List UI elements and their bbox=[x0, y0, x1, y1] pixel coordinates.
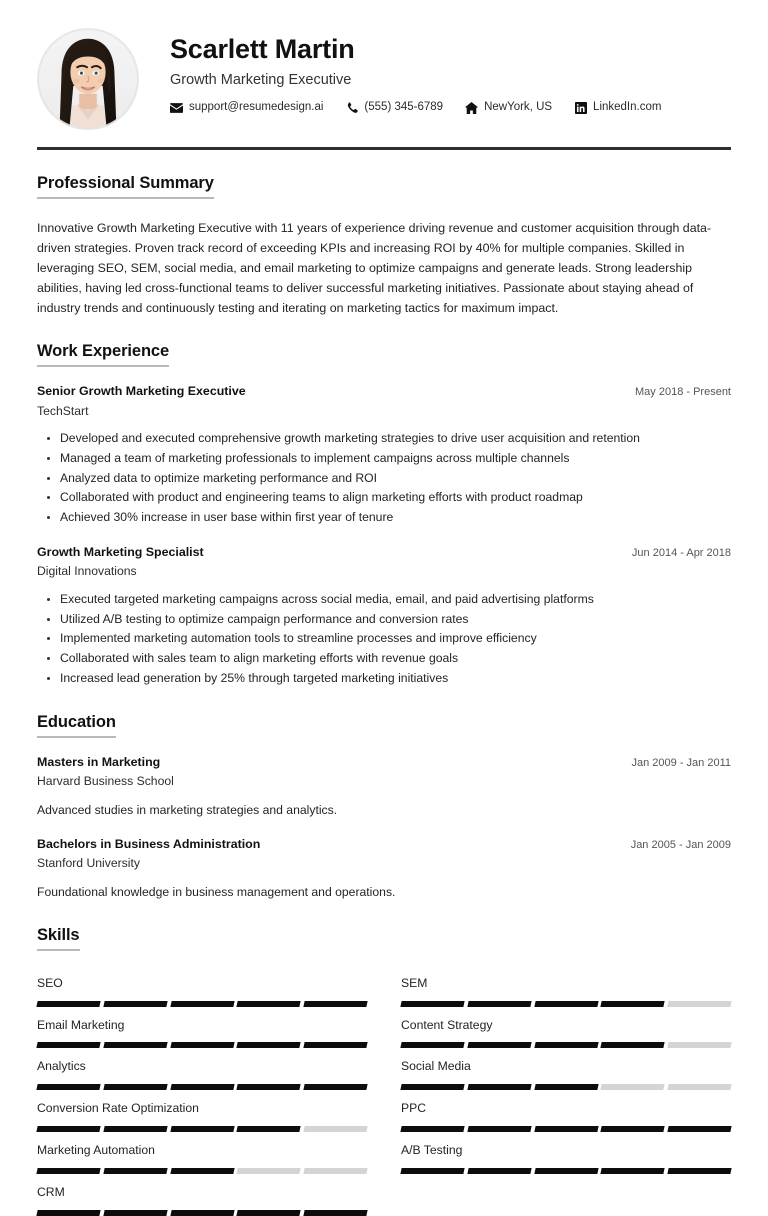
education-school: Harvard Business School bbox=[37, 773, 174, 788]
skill-rating-segment bbox=[668, 1042, 732, 1048]
skill-rating-segment bbox=[170, 1001, 234, 1007]
skill-rating-bar bbox=[37, 1042, 367, 1048]
skill-rating-segment bbox=[103, 1168, 167, 1174]
experience-job-title: Growth Marketing Specialist bbox=[37, 545, 204, 559]
skill-rating-segment bbox=[36, 1001, 100, 1007]
section-work-experience bbox=[37, 342, 731, 688]
skill-rating-segment bbox=[103, 1126, 167, 1132]
skill-rating-bar bbox=[37, 1126, 367, 1132]
section-education bbox=[37, 713, 731, 902]
skill-item bbox=[37, 1132, 367, 1174]
skill-rating-bar bbox=[401, 1042, 731, 1048]
skill-rating-segment bbox=[36, 1210, 100, 1216]
skill-rating-segment bbox=[668, 1084, 732, 1090]
skill-rating-segment bbox=[467, 1042, 531, 1048]
skill-rating-segment bbox=[103, 1210, 167, 1216]
education-degree: Masters in Marketing bbox=[37, 754, 161, 769]
experience-date-range: May 2018 - Present bbox=[635, 386, 731, 399]
skill-item bbox=[37, 1090, 367, 1132]
skill-rating-segment bbox=[36, 1126, 100, 1132]
skill-rating-segment bbox=[534, 1001, 598, 1007]
skill-label: SEM bbox=[401, 975, 428, 990]
education-entry-header bbox=[37, 754, 731, 770]
skill-item bbox=[401, 965, 731, 1007]
skill-rating-segment bbox=[103, 1084, 167, 1090]
skill-rating-segment bbox=[601, 1168, 665, 1174]
skill-rating-segment bbox=[400, 1084, 464, 1090]
list-item: Utilized A/B testing to optimize campaign performance and conversion rates bbox=[60, 610, 731, 630]
header-divider bbox=[37, 147, 731, 150]
experience-company: TechStart bbox=[37, 403, 89, 418]
skill-rating-bar bbox=[401, 1126, 731, 1132]
skill-item bbox=[401, 1007, 731, 1049]
skill-label: CRM bbox=[37, 1184, 65, 1199]
skill-item bbox=[401, 1132, 731, 1174]
contact-location-text: NewYork, US bbox=[484, 101, 553, 114]
list-item: Collaborated with sales team to align marketing efforts with revenue goals bbox=[60, 649, 731, 669]
professional-summary-text: Innovative Growth Marketing Executive with 11 years of experience driving revenue and customer acquisition through data-driven strategies. Proven track record of exceeding KPIs and increasing ROI by 40% for multiple companies. Skilled in leveraging SEO, SEM, social media, and email marketing to optimize campaigns and generate leads. Strong leadership abilities, having led cross-functional teams to deliver successful marketing initiatives. Passionate about staying ahead of industry trends and continuously testing and iterating on marketing tactics for maximum impact. bbox=[37, 220, 712, 316]
skill-rating-segment bbox=[237, 1126, 301, 1132]
home-icon bbox=[465, 101, 478, 114]
list-item: Executed targeted marketing campaigns across social media, email, and paid advertising platforms bbox=[60, 590, 731, 610]
education-date-range: Jan 2005 - Jan 2009 bbox=[630, 838, 731, 851]
skill-rating-segment bbox=[668, 1168, 732, 1174]
contact-email-text: support@resumedesign.ai bbox=[189, 101, 324, 114]
contact-phone-text: (555) 345-6789 bbox=[364, 101, 444, 114]
skill-rating-segment bbox=[237, 1001, 301, 1007]
skill-rating-segment bbox=[534, 1126, 598, 1132]
experience-bullet-list bbox=[37, 590, 731, 689]
experience-job-title: Senior Growth Marketing Executive bbox=[37, 384, 246, 399]
skill-rating-segment bbox=[467, 1126, 531, 1132]
skill-rating-segment bbox=[534, 1042, 598, 1048]
skill-rating-segment bbox=[601, 1001, 665, 1007]
skill-rating-segment bbox=[170, 1042, 234, 1048]
skill-rating-bar bbox=[401, 1084, 731, 1090]
skill-rating-segment bbox=[170, 1210, 234, 1216]
skill-rating-segment bbox=[36, 1168, 100, 1174]
education-description: Advanced studies in marketing strategies and analytics. bbox=[37, 803, 338, 818]
experience-entry bbox=[37, 544, 731, 689]
skill-rating-segment bbox=[36, 1084, 100, 1090]
section-title-education: Education bbox=[37, 713, 116, 738]
skill-rating-segment bbox=[400, 1126, 464, 1132]
skill-rating-segment bbox=[237, 1210, 301, 1216]
skill-rating-segment bbox=[103, 1042, 167, 1048]
skill-rating-segment bbox=[304, 1042, 368, 1048]
list-item: Collaborated with product and engineering teams to align marketing efforts with product roadmap bbox=[60, 488, 731, 508]
contact-email[interactable] bbox=[170, 101, 323, 114]
skill-rating-segment bbox=[36, 1042, 100, 1048]
avatar bbox=[37, 28, 139, 130]
skill-label: Conversion Rate Optimization bbox=[37, 1101, 199, 1116]
skill-rating-segment bbox=[170, 1168, 234, 1174]
skills-grid bbox=[37, 965, 731, 1216]
section-title-work-experience: Work Experience bbox=[37, 342, 169, 367]
skill-rating-segment bbox=[534, 1084, 598, 1090]
education-entry-header bbox=[37, 836, 731, 852]
skill-rating-bar bbox=[37, 1168, 367, 1174]
contact-row bbox=[170, 101, 731, 114]
job-role-subtitle: Growth Marketing Executive bbox=[170, 72, 352, 89]
skill-label: A/B Testing bbox=[401, 1143, 463, 1158]
skill-rating-segment bbox=[467, 1001, 531, 1007]
section-title-professional-summary: Professional Summary bbox=[37, 174, 214, 199]
skill-rating-segment bbox=[304, 1168, 368, 1174]
section-skills bbox=[37, 926, 731, 1216]
section-professional-summary bbox=[37, 174, 731, 318]
skill-rating-segment bbox=[103, 1001, 167, 1007]
phone-icon bbox=[345, 101, 358, 114]
skill-label: Social Media bbox=[401, 1059, 471, 1074]
experience-date-range: Jun 2014 - Apr 2018 bbox=[631, 547, 731, 559]
skill-rating-segment bbox=[304, 1126, 368, 1132]
education-school: Stanford University bbox=[37, 855, 140, 870]
experience-entry-header bbox=[37, 544, 731, 560]
skill-item bbox=[37, 1048, 367, 1090]
skill-rating-segment bbox=[237, 1084, 301, 1090]
contact-linkedin-text: LinkedIn.com bbox=[593, 101, 662, 114]
education-date-range: Jan 2009 - Jan 2011 bbox=[631, 756, 731, 769]
experience-company: Digital Innovations bbox=[37, 564, 137, 579]
contact-linkedin[interactable] bbox=[574, 101, 661, 114]
education-description: Foundational knowledge in business management and operations. bbox=[37, 885, 396, 900]
skill-rating-segment bbox=[467, 1168, 531, 1174]
skill-item bbox=[401, 1090, 731, 1132]
skill-rating-segment bbox=[304, 1210, 368, 1216]
linkedin-icon bbox=[574, 101, 587, 114]
skill-rating-segment bbox=[467, 1084, 531, 1090]
skill-rating-bar bbox=[37, 1084, 367, 1090]
list-item: Managed a team of marketing professionals to implement campaigns across multiple channels bbox=[60, 449, 731, 469]
skill-rating-segment bbox=[170, 1084, 234, 1090]
header-text-block bbox=[170, 28, 731, 114]
skill-label: Marketing Automation bbox=[37, 1143, 155, 1158]
experience-bullet-list bbox=[37, 429, 731, 528]
skill-rating-segment bbox=[400, 1001, 464, 1007]
skill-rating-bar bbox=[37, 1001, 367, 1007]
skill-item bbox=[401, 1048, 731, 1090]
skill-rating-segment bbox=[601, 1084, 665, 1090]
skill-rating-segment bbox=[601, 1126, 665, 1132]
skill-rating-segment bbox=[170, 1126, 234, 1132]
education-degree: Bachelors in Business Administration bbox=[37, 836, 261, 851]
skill-item bbox=[37, 1174, 367, 1216]
skill-label: Email Marketing bbox=[37, 1017, 125, 1032]
list-item: Analyzed data to optimize marketing performance and ROI bbox=[60, 469, 731, 489]
resume-header bbox=[37, 0, 731, 130]
skill-rating-segment bbox=[237, 1042, 301, 1048]
contact-location bbox=[465, 101, 552, 114]
skill-label: Content Strategy bbox=[401, 1017, 493, 1032]
skill-label: PPC bbox=[401, 1101, 427, 1116]
skill-rating-segment bbox=[304, 1084, 368, 1090]
skill-rating-bar bbox=[401, 1168, 731, 1174]
skill-item bbox=[37, 965, 367, 1007]
skill-rating-segment bbox=[304, 1001, 368, 1007]
skill-label: SEO bbox=[37, 975, 63, 990]
list-item: Developed and executed comprehensive growth marketing strategies to drive user acquisition and retention bbox=[60, 429, 731, 449]
experience-entry-header bbox=[37, 383, 731, 399]
skill-item bbox=[37, 1007, 367, 1049]
envelope-icon bbox=[170, 101, 183, 114]
skill-label: Analytics bbox=[37, 1059, 86, 1074]
experience-entry bbox=[37, 383, 731, 528]
list-item: Achieved 30% increase in user base within first year of tenure bbox=[60, 508, 731, 528]
skill-rating-segment bbox=[601, 1042, 665, 1048]
list-item: Implemented marketing automation tools to streamline processes and improve efficiency bbox=[60, 629, 731, 649]
skill-rating-segment bbox=[668, 1001, 732, 1007]
skill-rating-segment bbox=[534, 1168, 598, 1174]
skill-rating-segment bbox=[668, 1126, 732, 1132]
contact-phone[interactable] bbox=[345, 101, 443, 114]
section-title-skills: Skills bbox=[37, 926, 80, 951]
skill-rating-segment bbox=[400, 1042, 464, 1048]
education-entry bbox=[37, 836, 731, 902]
list-item: Increased lead generation by 25% through targeted marketing initiatives bbox=[60, 669, 731, 689]
page-title: Scarlett Martin bbox=[170, 34, 355, 64]
education-entry bbox=[37, 754, 731, 820]
skill-rating-segment bbox=[400, 1168, 464, 1174]
skill-rating-bar bbox=[401, 1001, 731, 1007]
skill-rating-bar bbox=[37, 1210, 367, 1216]
skill-rating-segment bbox=[237, 1168, 301, 1174]
